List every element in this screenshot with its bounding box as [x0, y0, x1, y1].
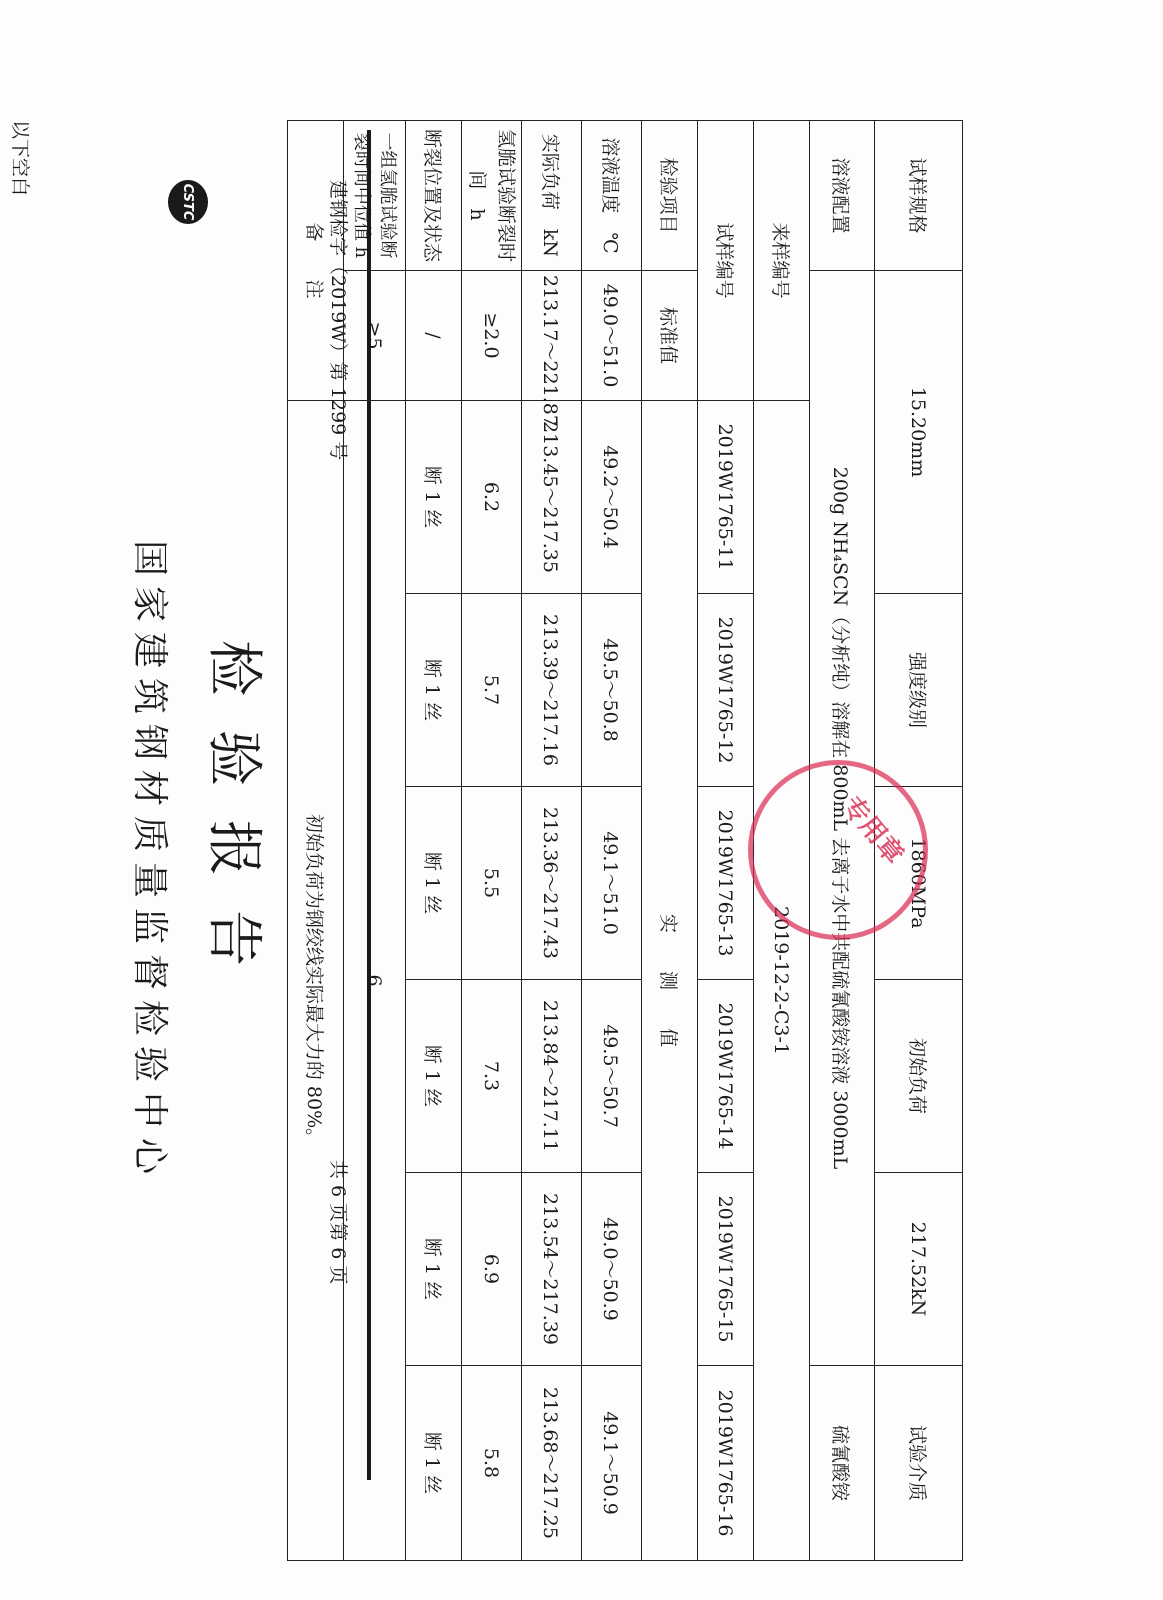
- grade-label: 强度级别: [875, 594, 963, 787]
- item-value: 断 1 丝: [406, 787, 462, 980]
- item-name: 溶液温度 ℃: [582, 121, 642, 271]
- load-value: 217.52kN: [875, 1173, 963, 1366]
- item-value: 213.45～217.35: [522, 401, 582, 594]
- item-standard: /: [406, 271, 462, 401]
- sample-number: 2019W1765-12: [698, 594, 754, 787]
- remarks-row: [288, 121, 344, 1561]
- standard-header: 标准值: [642, 271, 698, 401]
- item-name: 实际负荷 kN: [522, 121, 582, 271]
- report-title: 检验报告: [201, 640, 266, 1000]
- sample-number: 2019W1765-16: [698, 1366, 754, 1561]
- item-value: 49.5～50.7: [582, 980, 642, 1173]
- remarks-label: 备 注: [288, 121, 344, 401]
- item-header-row: [642, 121, 698, 1561]
- item-name: 断裂位置及状态: [406, 121, 462, 271]
- item-value: 5.7: [462, 594, 522, 787]
- item-value: 49.1～50.9: [582, 1366, 642, 1561]
- sample-number: 2019W1765-15: [698, 1173, 754, 1366]
- item-value: 49.2～50.4: [582, 401, 642, 594]
- item-value: 7.3: [462, 980, 522, 1173]
- item-row: [582, 121, 642, 1561]
- median-label: 一组氢脆试验断裂时间中位值 h: [344, 121, 406, 271]
- grade-value: 1860MPa: [875, 787, 963, 980]
- medium-label: 试验介质: [875, 1366, 963, 1561]
- item-value: 49.1～51.0: [582, 787, 642, 980]
- item-value: 49.0～50.9: [582, 1173, 642, 1366]
- load-label: 初始负荷: [875, 980, 963, 1173]
- item-value: 213.54～217.39: [522, 1173, 582, 1366]
- spec-label: 试样规格: [875, 121, 963, 271]
- item-value: 213.84～217.11: [522, 980, 582, 1173]
- cstc-logo: CSTC: [168, 180, 208, 224]
- sample-number-row: [698, 121, 754, 1561]
- incoming-number-value: 2019-12-2-C3-1: [754, 401, 810, 1561]
- median-row: [344, 121, 406, 1561]
- sample-number: 2019W1765-13: [698, 787, 754, 980]
- solution-label: 溶液配置: [810, 121, 875, 271]
- item-value: 断 1 丝: [406, 594, 462, 787]
- seal-stamp-text: 专用章: [836, 791, 910, 871]
- item-row: [406, 121, 462, 1561]
- solution-value: 200g NH₄SCN（分析纯）溶解在 800mL 去离子水中共配硫氰酸铵溶液 3000mL: [810, 271, 875, 1366]
- item-value: 213.68～217.25: [522, 1366, 582, 1561]
- item-value: 6.2: [462, 401, 522, 594]
- item-name: 氢脆试验断裂时间 h: [462, 121, 522, 271]
- organization-name: 国家建筑钢材质量监督检验中心: [129, 540, 170, 1185]
- median-standard: ≥5: [344, 271, 406, 401]
- page-info: 共 6 页第 6 页: [327, 1160, 349, 1285]
- item-value: 213.39～217.16: [522, 594, 582, 787]
- spec-value: 15.20mm: [875, 271, 963, 594]
- item-header-label: 检验项目: [642, 121, 698, 271]
- sample-number: 2019W1765-11: [698, 401, 754, 594]
- item-value: 断 1 丝: [406, 401, 462, 594]
- below-blank-note: 以下空白: [9, 120, 31, 197]
- item-value: 49.5～50.8: [582, 594, 642, 787]
- item-value: 断 1 丝: [406, 1366, 462, 1561]
- item-value: 6.9: [462, 1173, 522, 1366]
- item-value: 断 1 丝: [406, 980, 462, 1173]
- document-number: 建钢检字（2019W）第 1299 号: [327, 180, 349, 461]
- item-row: [462, 121, 522, 1561]
- item-value: 5.5: [462, 787, 522, 980]
- medium-value: 硫氰酸铵: [810, 1366, 875, 1561]
- measured-header: 实 测 值: [642, 401, 698, 1561]
- remarks-value: 初始负荷为钢绞线实际最大力的 80%。: [288, 401, 344, 1561]
- item-value: 断 1 丝: [406, 1173, 462, 1366]
- item-standard: 49.0～51.0: [582, 271, 642, 401]
- item-value: 213.36～217.43: [522, 787, 582, 980]
- item-standard: ≥2.0: [462, 271, 522, 401]
- sample-number: 2019W1765-14: [698, 980, 754, 1173]
- item-value: 5.8: [462, 1366, 522, 1561]
- median-value: 6: [344, 401, 406, 1561]
- incoming-number-label: 来样编号: [754, 121, 810, 401]
- sample-number-label: 试样编号: [698, 121, 754, 401]
- item-standard: 213.17～221.87: [522, 271, 582, 401]
- item-row: [522, 121, 582, 1561]
